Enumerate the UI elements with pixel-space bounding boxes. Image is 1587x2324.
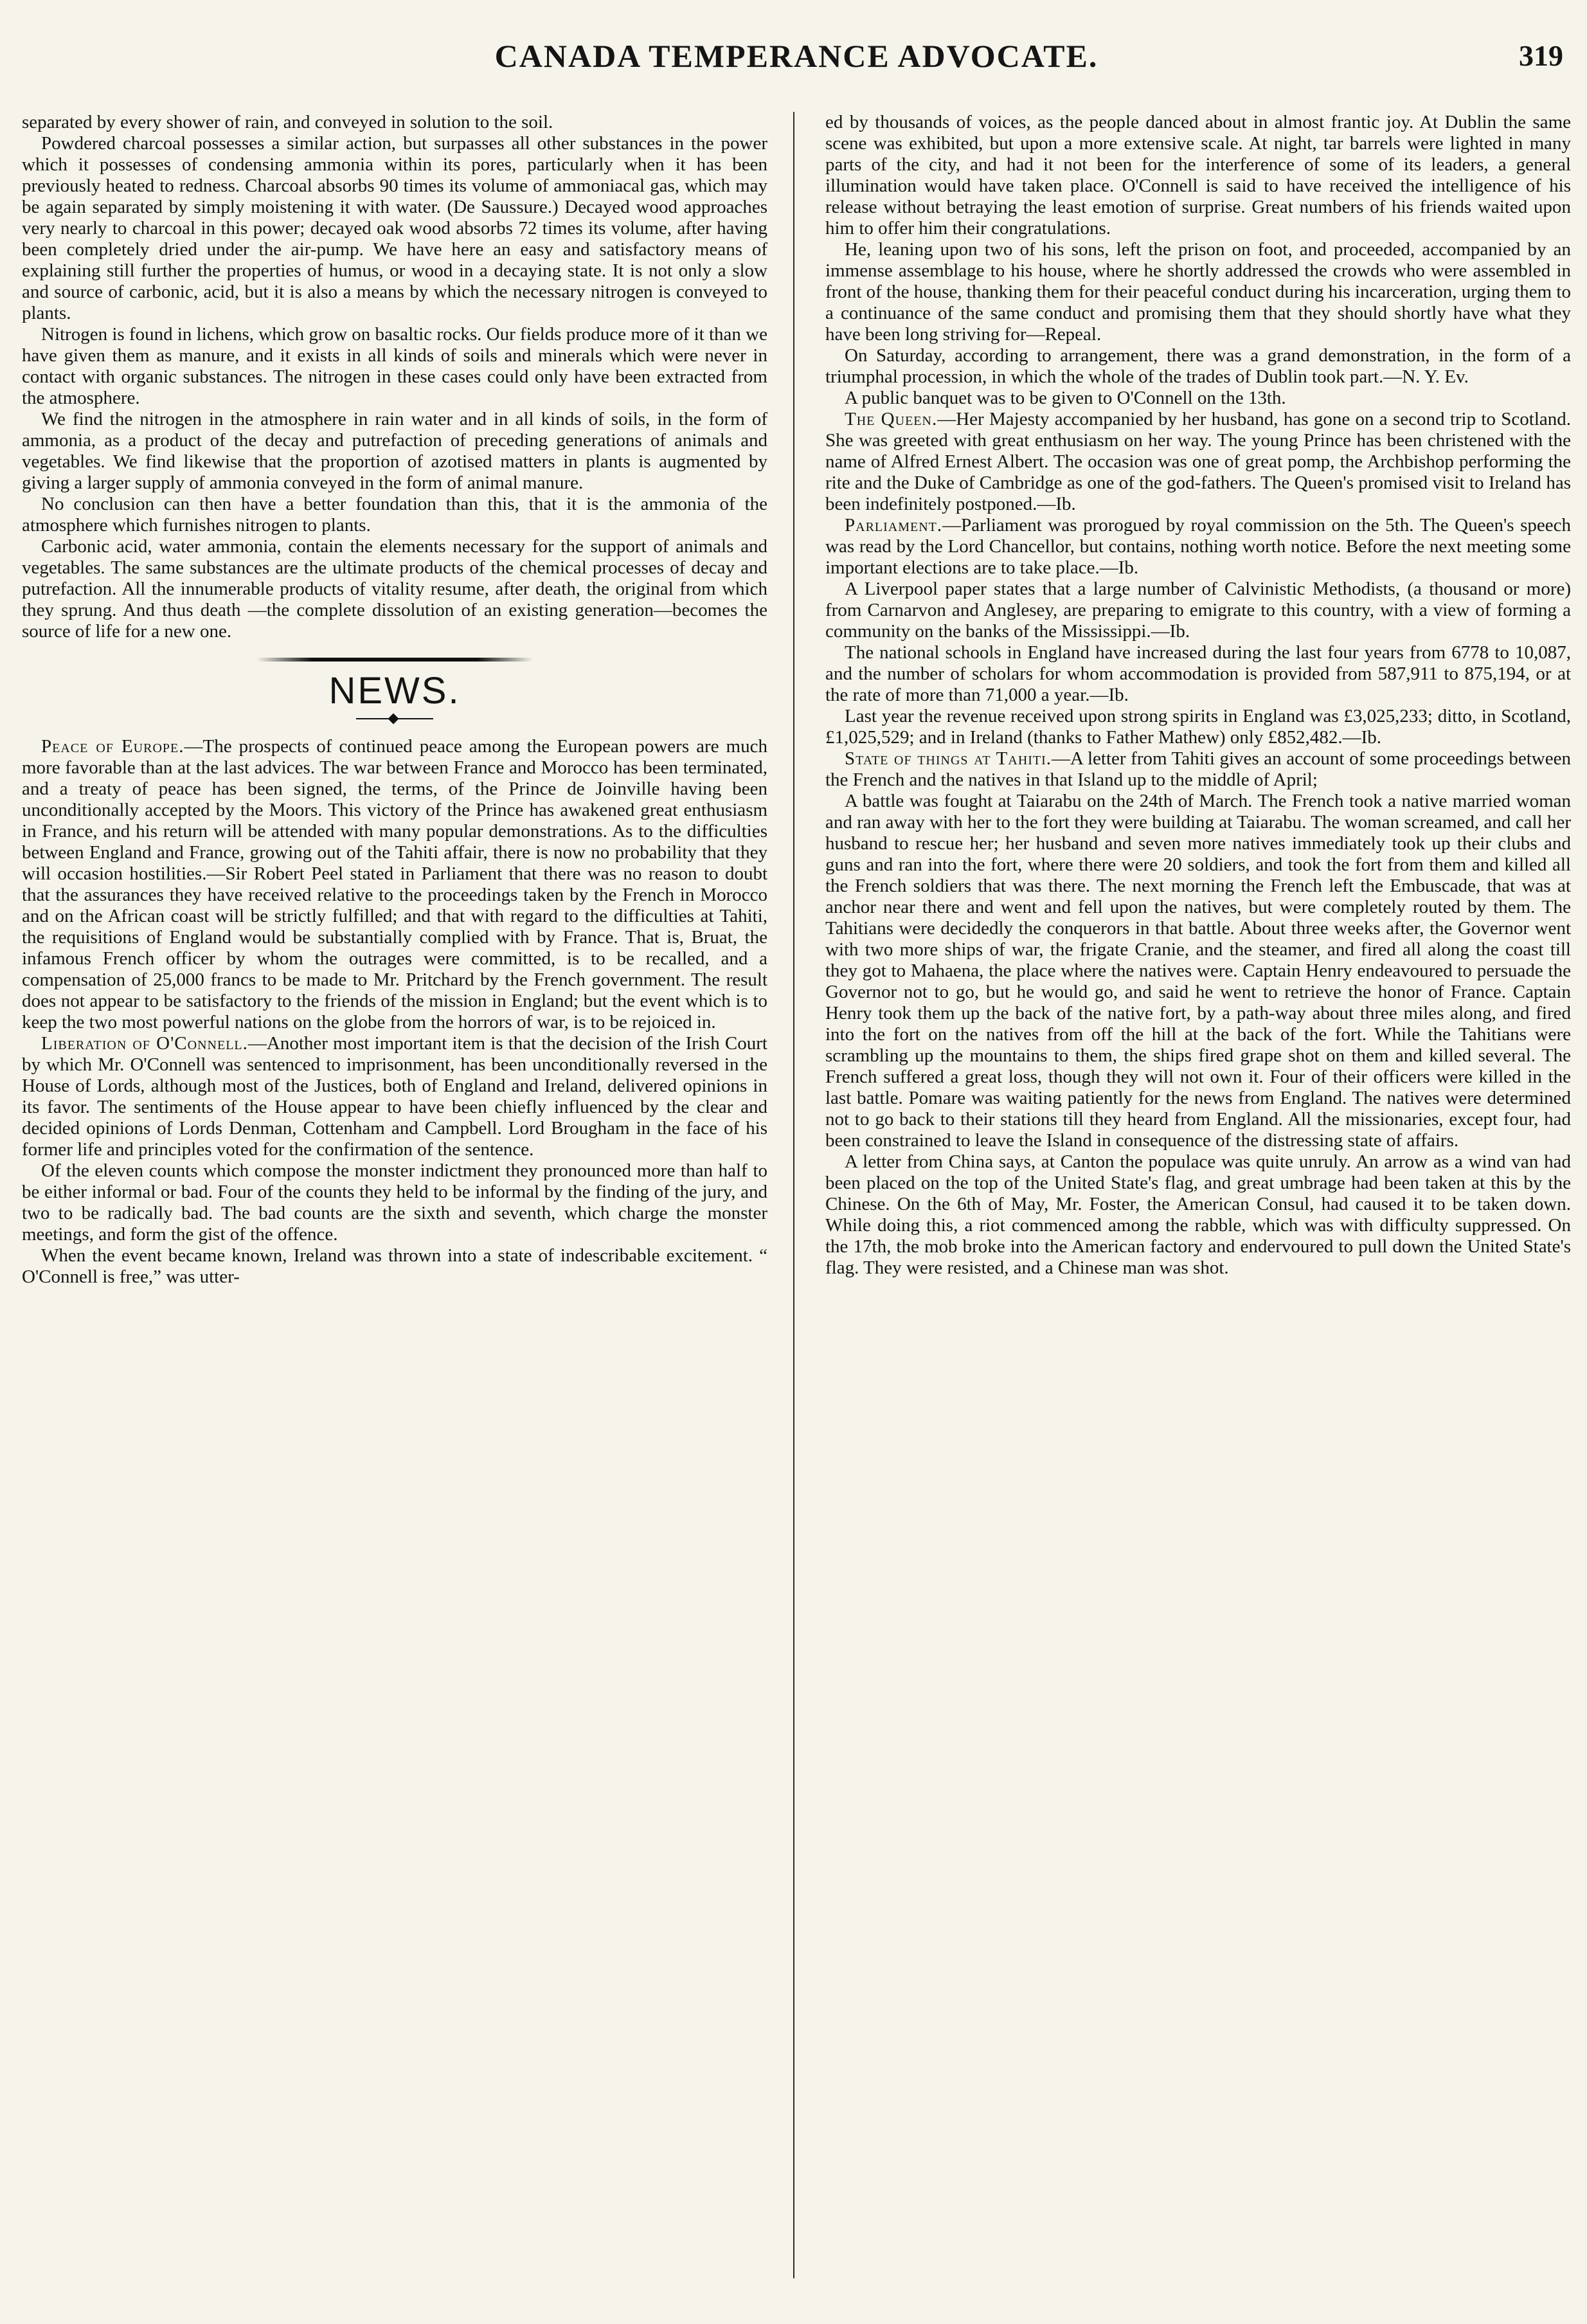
news-item-peace-of-europe — [22, 736, 767, 1033]
news-item-the-queen — [825, 409, 1571, 515]
news-item-heading: Peace of Europe. — [41, 736, 184, 757]
news-item-state-of-things-at-tahiti — [825, 748, 1571, 791]
article-paragraph: separated by every shower of rain, and conveyed in solution to the soil. — [22, 112, 553, 132]
news-item-paragraph — [825, 791, 1571, 1151]
article-paragraph: Powdered charcoal possesses a similar action, but surpasses all other substances in the power which it possesses of condensing ammonia within its pores, particularly when it has been previously heated to redness. Charcoal absorbs 90 times its volume of ammoniacal gas, which may be again separated by simply moistening it with water. (De Saussure.) Decayed wood approaches very nearly to charcoal in this power; decayed oak wood absorbs 72 times its volume, after having been completely dried under the air-pump. We have here an easy and satisfactory means of explaining still further the properties of humus, or wood in a decaying state. It is not only a slow and source of carbonic, acid, but it is also a means by which the necessary nitrogen is conveyed to plants. — [22, 133, 767, 323]
news-item-text: —The prospects of continued peace among the European powers are much more favorable than at the last advices. The war between France and Morocco has been terminated, and a treaty of peace has been signed, the terms, of the Prince de Joinville having been unconditionally accepted by the Moors. This victory of the Prince has awakened great enthusiasm in France, and his return will be attended with many popular demonstrations. As to the difficulties between England and France, growing out of the Tahiti affair, there is now no probability that they will occasion hostilities.—Sir Robert Peel stated in Parliament that there was no reason to doubt that the assurances they have received relative to the proceedings taken by the French in Morocco and on the African coast will be strictly fulfilled; and that with regard to the difficulties at Tahiti, the requisitions of England would be substantially complied with by France. That is, Bruat, the infamous French officer by whom the outrages were committed, is to be recalled, and a compensation of 25,000 francs to be made to Mr. Pritchard by the French government. The result does not appear to be satisfactory to the friends of the mission in England; but the event which is to keep the two most powerful nations on the globe from the horrors of war, is to be rejoiced in. — [22, 736, 767, 1032]
decorative-rule — [256, 658, 533, 662]
news-title: NEWS. — [328, 670, 461, 712]
news-item-paragraph — [825, 239, 1571, 345]
article-paragraph: Nitrogen is found in lichens, which grow on basaltic rocks. Our fields produce more of it than we have given them as manure, and it exists in all kinds of soils and minerals which were never in contact with organic substances. The nitrogen in these cases could only have been extracted from the atmosphere. — [22, 324, 767, 408]
news-item-parliament — [825, 515, 1571, 579]
right-column — [825, 112, 1571, 2285]
text-columns — [22, 112, 1571, 2285]
news-item-text: —Another most important item is that the decision of the Irish Court by which Mr. O'Connell was sentenced to imprisonment, has been unconditionally reversed in the House of Lords, although most of the Justices, both of England and Ireland, delivered opinions in its favor. The sentiments of the House appear to have been chiefly influenced by the clear and decided opinions of Lords Denman, Cottenham and Campbell. Lord Brougham in the face of his former life and principles voted for the confirmation of the sentence. — [22, 1033, 767, 1160]
news-section-header — [22, 658, 767, 723]
news-item-heading: Liberation of O'Connell. — [41, 1033, 248, 1054]
news-item-paragraph — [22, 1245, 767, 1288]
news-item-text: When the event became known, Ireland was thrown into a state of indescribable excitement. “ O'Connell is free,” was utter- — [22, 1245, 767, 1287]
news-item-text: The national schools in England have increased during the last four years from 6778 to 10,087, and the number of scholars for whom accommodation is provided from 587,911 to 875,194, or at the rate of more than 71,000 a year.—Ib. — [825, 642, 1571, 705]
news-item-text: —Parliament was prorogued by royal commission on the 5th. The Queen's speech was read by the Lord Chancellor, but contains, nothing worth notice. Before the next meeting some important elections are to take place.—Ib. — [825, 515, 1571, 578]
news-item-paragraph — [825, 706, 1571, 748]
left-column — [22, 112, 767, 2285]
news-item-continuation — [825, 112, 1571, 239]
news-item-text: On Saturday, according to arrangement, there was a grand demonstration, in the form of a triumphal procession, in which the whole of the trades of Dublin took part.—N. Y. Ev. — [825, 345, 1571, 387]
news-item-text: Of the eleven counts which compose the monster indictment they pronounced more than half to be either informal or bad. Four of the counts they held to be informal by the finding of the jury, and two to be radically bad. The bad counts are the sixth and seventh, which charge the monster meetings, and form the gist of the offence. — [22, 1160, 767, 1245]
news-item-text: He, leaning upon two of his sons, left the prison on foot, and proceeded, accompanied by an immense assemblage to his house, where he shortly addressed the crowds who were assembled in front of the house, thanking them for their peaceful conduct during his incarceration, urging them to a continuance of the same conduct and promising them that they should shortly have what they have been long striving for—Repeal. — [825, 239, 1571, 345]
news-item-heading: Parliament. — [845, 515, 943, 536]
news-item-text: A Liverpool paper states that a large number of Calvinistic Methodists, (a thousand or more) from Carnarvon and Anglesey, are preparing to emigrate to this country, with a view of forming a community on the banks of the Mississippi.—Ib. — [825, 579, 1571, 642]
article-paragraph: No conclusion can then have a better foundation than this, that it is the ammonia of the atmosphere which furnishes nitrogen to plants. — [22, 494, 767, 536]
news-item-heading: State of things at Tahiti. — [845, 748, 1052, 769]
news-item-text: Last year the revenue received upon strong spirits in England was £3,025,233; ditto, in Scotland, £1,025,529; and in Ireland (thanks to Father Mathew) only £852,482.—Ib. — [825, 706, 1571, 748]
article-paragraph: Carbonic acid, water ammonia, contain the elements necessary for the support of animals and vegetables. The same substances are the ultimate products of the chemical processes of decay and putrefaction. All the innumerable products of vitality resume, after death, the original from which they sprung. And thus death —the complete dissolution of an existing generation—becomes the source of life for a new one. — [22, 536, 767, 642]
news-item-text: A letter from China says, at Canton the populace was quite unruly. An arrow as a wind van had been placed on the top of the United State's flag, and great umbrage had been taken at this by the Chinese. On the 6th of May, Mr. Foster, the American Consul, had caused it to be taken down. While doing this, a riot commenced among the rabble, which was with difficulty suppressed. On the 17th, the mob broke into the American factory and endervoured to pull down the United State's flag. They were resisted, and a Chinese man was shot. — [825, 1151, 1571, 1278]
article-paragraph: We find the nitrogen in the atmosphere in rain water and in all kinds of soils, in the form of ammonia, as a product of the decay and putrefaction of preceding generations of animals and vegetables. We find likewise that the proportion of azotised matters in plants is augmented by giving a larger supply of ammonia conveyed in the form of animal manure. — [22, 409, 767, 493]
masthead — [22, 32, 1571, 109]
news-item-liberation-of-oconnell — [22, 1033, 767, 1160]
news-item-paragraph — [825, 579, 1571, 642]
news-item-paragraph — [825, 1151, 1571, 1279]
news-item-text: A battle was fought at Taiarabu on the 24th of March. The French took a native married woman and ran away with her to the fort they were building at Taiarabu. The woman screamed, and call her husband to rescue her; her husband and seven more natives immediately took up their clubs and guns and ran into the fort, where there were 20 soldiers, and took the fort from them and killed all the French soldiers that was there. The next morning the French left the Embuscade, that was at anchor near there and went and fell upon the natives, but were completely routed by them. The Tahitians were decidedly the conquerors in that battle. About three weeks after, the Governor went with two more ships of war, the frigate Cranie, and the steamer, and fired all along the coast till they got to Mahaena, the place where the natives were. Captain Henry endeavoured to persuade the Governor not to go, but he would go, and said he went to retrieve the honor of France. Captain Henry took them up the back of the native fort, by a path-way about three miles along, and fired into the fort on the natives from off the hill at the back of the fort. While the Tahitians were scrambling up the mountains to them, the ships fired grape shot on them and killed several. The French suffered a great loss, though they will not own it. Four of their officers were killed in the last battle. Pomare was waiting patiently for the news from England. The natives were determined not to go back to their stations till they heard from England. All the missionaries, except four, had been constrained to leave the Island in consequence of the distressing state of affairs. — [825, 791, 1571, 1151]
news-item-paragraph — [825, 345, 1571, 388]
news-item-text: ed by thousands of voices, as the people danced about in almost frantic joy. At Dublin the same scene was exhibited, but upon a more extensive scale. At night, tar barrels were lighted in many parts of the city, and had it not been for the interference of some of its leaders, a general illumination would have taken place. O'Connell is said to have received the intelligence of his release without betraying the least emotion of surprise. Great numbers of his friends waited upon him to offer him their congratulations. — [825, 112, 1571, 239]
news-item-paragraph — [22, 1160, 767, 1245]
newspaper-page — [22, 32, 1571, 2301]
news-item-text: —Her Majesty accompanied by her husband, has gone on a second trip to Scotland. She was greeted with great enthusiasm on her way. The young Prince has been christened with the name of Alfred Ernest Albert. The occasion was one of great pomp, the Archbishop performing the rite and the Duke of Cambridge as one of the god-fathers. The Queen's promised visit to Ireland has been indefinitely postponed.—Ib. — [825, 409, 1571, 514]
news-item-paragraph — [825, 642, 1571, 706]
news-item-text: A public banquet was to be given to O'Connell on the 13th. — [845, 388, 1286, 408]
ornament-divider — [356, 714, 433, 723]
running-title: CANADA TEMPERANCE ADVOCATE. — [494, 38, 1098, 74]
page-number: 319 — [1519, 39, 1563, 72]
news-item-text: —A letter from Tahiti gives an account of some proceedings between the French and the natives in that Island up to the middle of April; — [825, 748, 1571, 790]
news-item-paragraph — [825, 388, 1571, 409]
news-item-heading: The Queen. — [845, 409, 938, 429]
